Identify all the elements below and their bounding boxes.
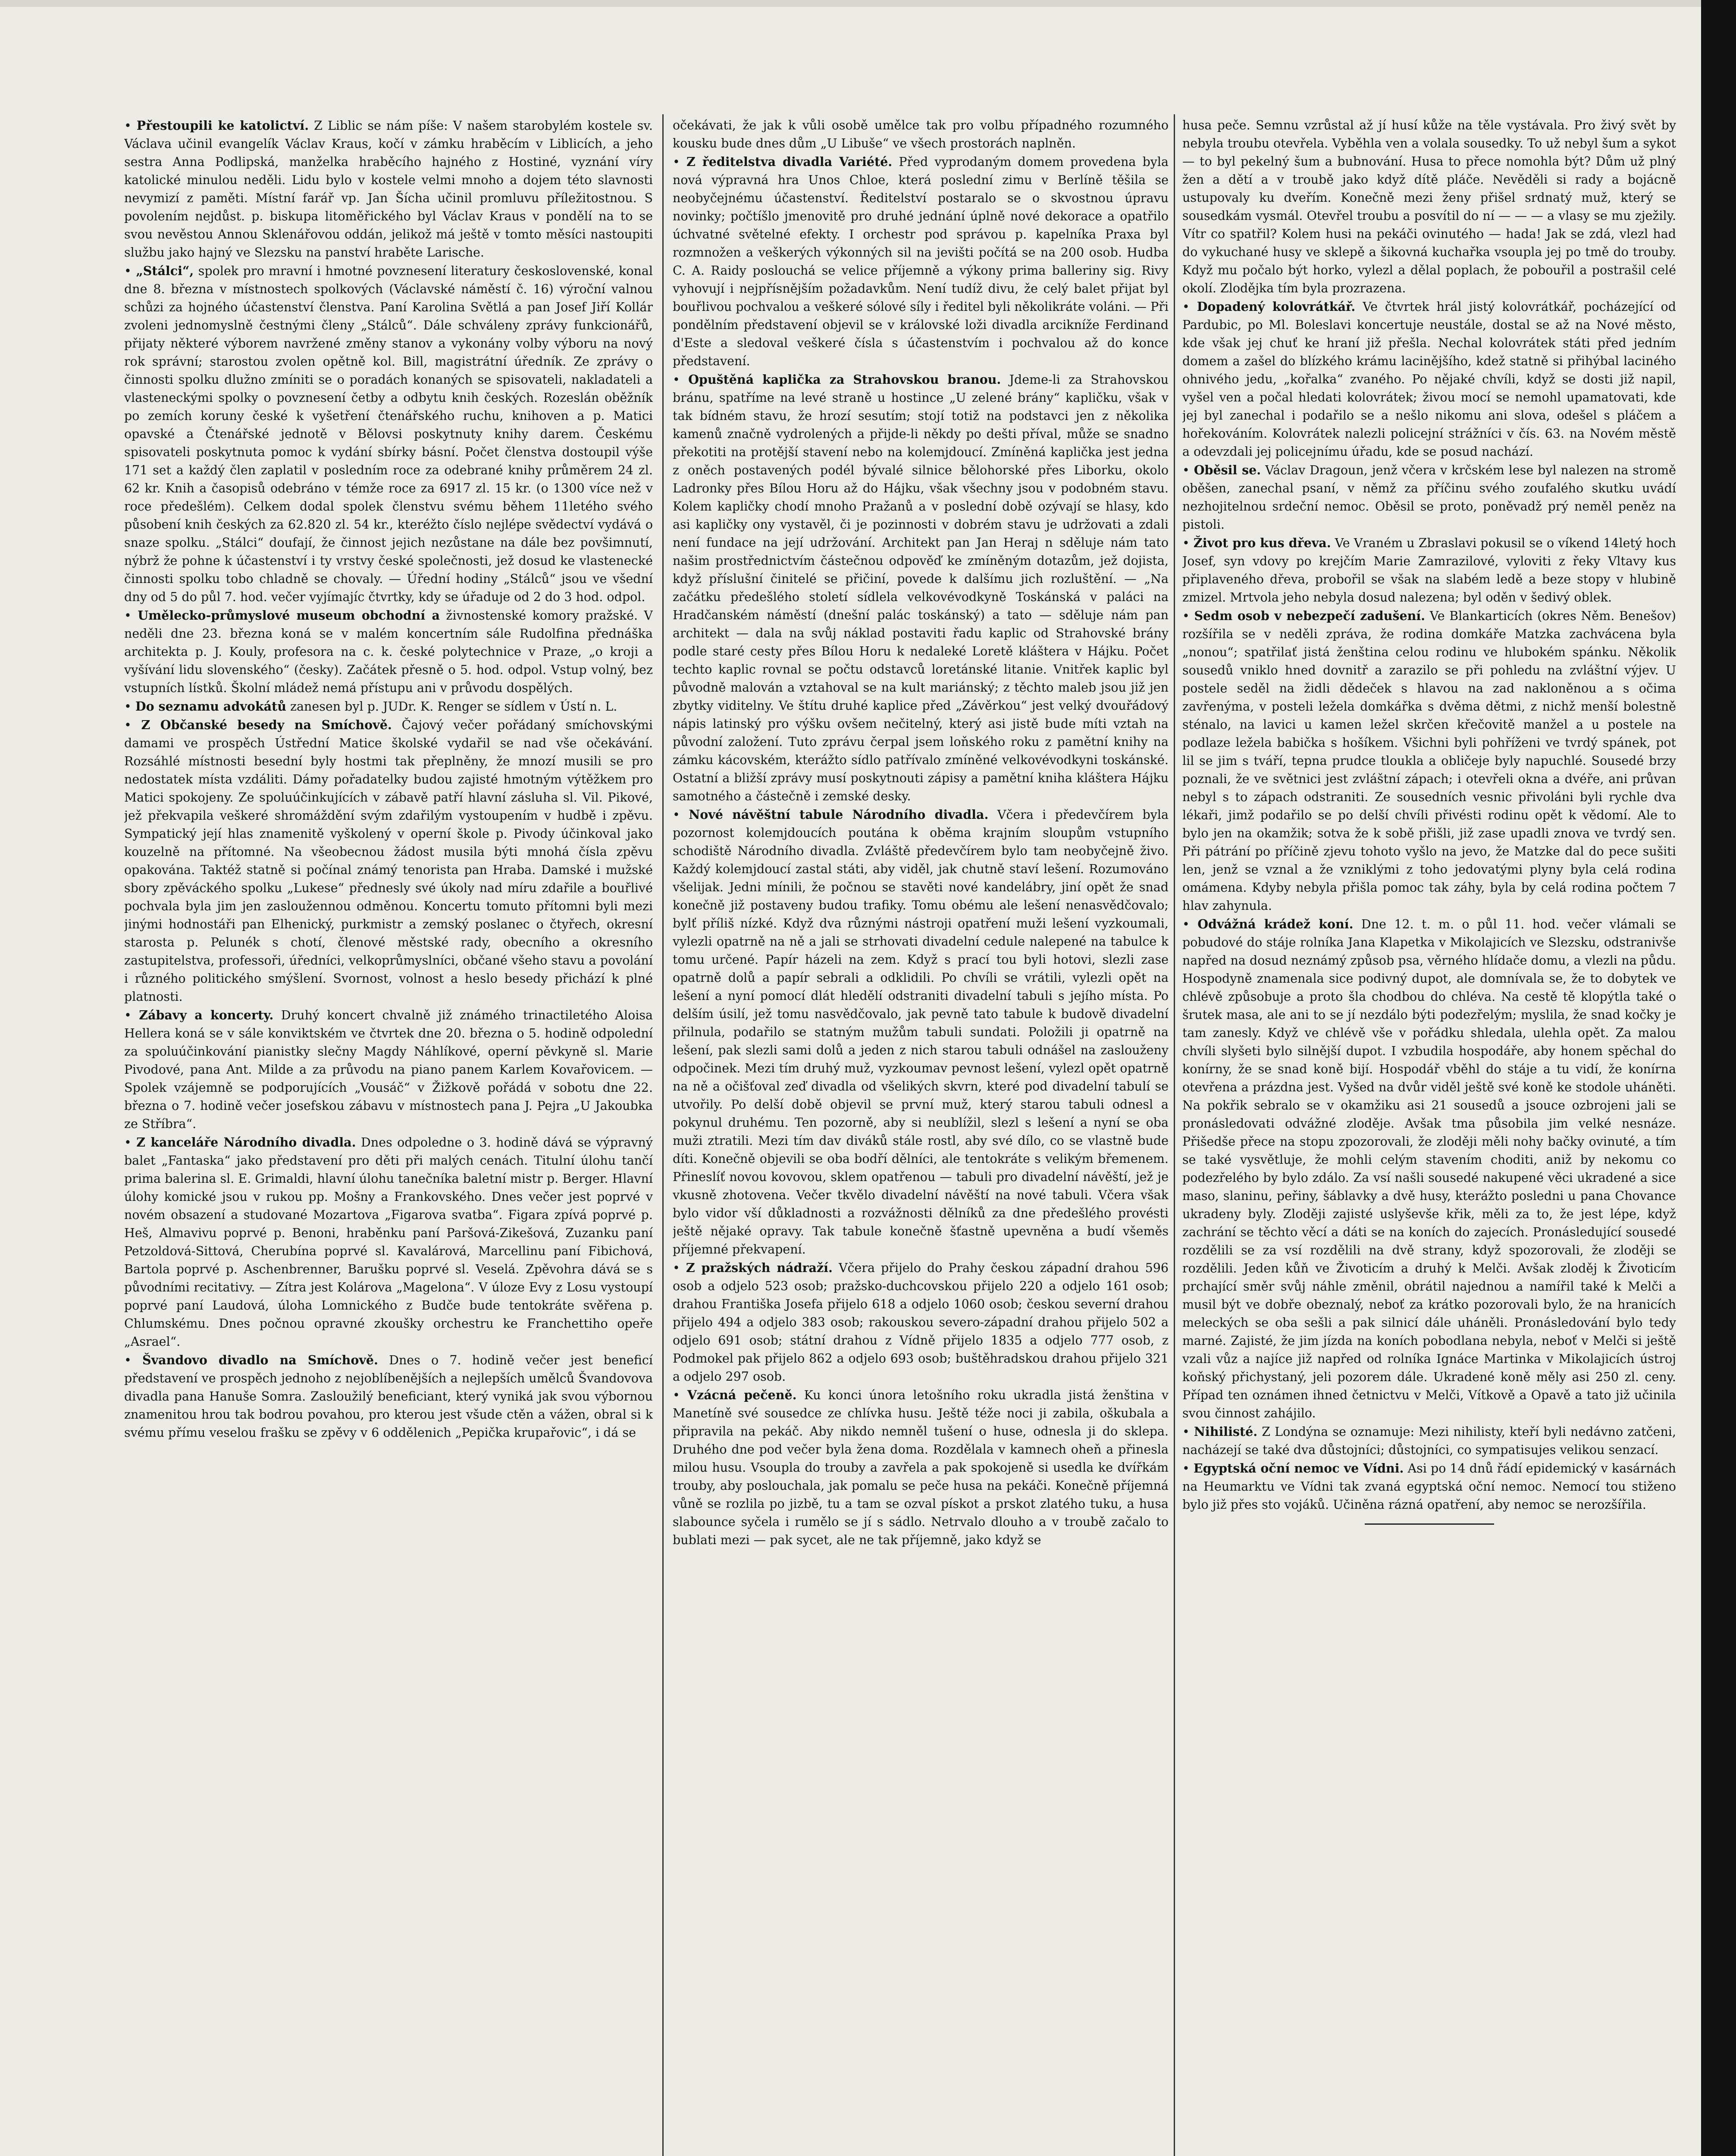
- article-body: spolek pro mravní i hmotné povznesení literatury československé, konal dne 8. března v místnostech spolkových (Václavské náměstí č. 16) výroční valnou schůzi za hojného účastenství členstva. Paní Karolina Světlá a pan Josef Jiří Kollár zvoleni jednomyslně čestnými členy „Stálců“. Dále schváleny zprávy funkcionářů, přijaty některé výborem navržené změny stanov a vykonány volby výboru na nový rok správní; starostou zvolen opětně kol. Bill, magistrátní úředník. Ze zprávy o činnosti spolku dlužno zmíniti se o poradách konaných se spisovateli, nakladateli a vlasteneckými spolky o povznesení četby a odbytu knih českých. Rozeslán oběžník po zemích koruny české k vyšetření čtenářského ruchu, knihoven a p. Matici opavské a Čtenářské jednotě v Bělovsi poskytnuty knihy darem. Českému spisovateli poskytnuta pomoc k vydání sbírky básní. Počet členstva dostoupil výše 171 set a každý člen zaplatil v posledním roce za odebrané knihy průměrem 24 zl. 62 kr. Knih a časopisů odebráno v témže roce za 6917 zl. 15 kr. (o 1300 více než v roce předešlém). Celkem dodal spolek členstvu svému během 11letého svého působení knih českých za 62.820 zl. 54 kr., kteréžto číslo nejlépe svědectví vydává o snaze spolku. „Stálci“ doufají, že činnost jejich nezůstane na dále bez povšimnutí, nýbrž že pohne k účastenství i ty vrstvy české společnosti, jež dosud ke vlastenecké činnosti spolku tobo chladně se chovaly. — Úřední hodiny „Stálců“ jsou ve všední dny od 5 do půl 7. hod. večer vyjímajíc čtvrtky, kdy se úřaduje od 2 do 3 hod. odpol.: [124, 264, 653, 604]
- article-paragraph: • Dopadený kolovrátkář. Ve čtvrtek hrál jistý kolovrátkář, pocházející od Pardubic, po Ml. Boleslavi koncertuje neustále, dostal se až na Nové město, kde však jej chuť ke hraní již přešla. Nechal kolovrátek státi před jedním domem a zašel do blízkého krámu lacinějšího, kdež statně si přihýbal laciného ohnivého jedu, „kořalka“ zvaného. Po nějaké chvíli, když se dosti již napil, vyšel ven a počal hledati kolovrátek; živou mocí se nemohl upamatovati, kde jej byl zanechal i podařilo se a nešlo nikomu ani slova, odešel s pláčem a hořekováním. Kolovrátek nalezli policejní strážníci v čís. 63. na Novém městě a odevzdali jej policejnímu úřadu, kde se posud nachází.: [1182, 299, 1676, 459]
- article-paragraph: • Z pražských nádraží. Včera přijelo do Prahy českou západní drahou 596 osob a odjelo 523 osob; pražsko-duchcovskou přijelo 220 a odjelo 161 osob; drahou Františka Josefa přijelo 618 a odjelo 1060 osob; českou severní drahou přijelo 494 a odjelo 383 osob; rakouskou severo-západní drahou přijelo 502 a odjelo 691 osob; státní drahou z Vídně přijelo 1835 a odjelo 777 osob, z Podmokel pak přijelo 862 a odjelo 693 osob; buštěhradskou drahou přijelo 321 a odjelo 297 osob.: [673, 1260, 1169, 1384]
- news-article: [1182, 461, 1676, 534]
- page-top-edge: [0, 0, 1736, 7]
- article-headline: Z kanceláře Národního divadla.: [136, 1135, 356, 1150]
- column-divider: [1174, 114, 1175, 2156]
- article-headline: Nihilisté.: [1194, 1424, 1258, 1439]
- article-paragraph: • Odvážná krádež koní. Dne 12. t. m. o půl 11. hod. večer vlámali se pobudové do stáje rolníka Jana Klapetka v Mikolajicích ve Slezsku, odstranivše napřed na dosud neznámý způsob psa, věrného hlídače domu, a vlezli na půdu. Hospodyně znamenala sice podivný dupot, ale domnívala se, že to dobytek ve chlévě způsobuje a proto šla chodbou do chléva. Na cestě tě klopýtla také o šrutek masa, ale ani to se jí nezdálo býti podezřelým; myslila, že snad kočky je tam zanesly. Když ve chlévě vše v pořádku shledala, ulehla opět. Za malou chvíli slyšeti bylo silnější dupot. I vzbudila hospodáře, aby honem spěchal do konírny, že se snad koně bijí. Hospodář vběhl do stáje a tu vidí, že konírna otevřena a prázdna jest. Vyšed na dvůr viděl ještě své koně ke stodole uháněti. Na pokřik sebralo se v okamžiku asi 21 sousedů a jsouce ozbrojeni jali se pronásledovati odvážné zloděje. Avšak tma působila jim velké nesnáze. Přišedše přece na stopu zpozorovali, že zloději měli nohy bačky ovinuté, a tím se také vysvětluje, že mohli celým stavením choditi, aniž by nekomu co podezřelého by bylo zdálo. Za vsí našli sousedé nakupené věci ukradené a sice maso, slaninu, peřiny, šáblavky a dvě husy, kterážto posledni u pana Chovance ukradeny byly. Zloději zajisté uslyševše křik, měli za to, že jest lépe, když zachrání se těchto věcí a dáti se na koních do zajecích. Pronásledující sousedé rozdělili se za vsí rozdělili na dvě strany, když spozorovali, že zloději se rozdělili. Jeden kůň ve Životicím a druhý k Melči. Avšak zloděj k Životicím prchající směr svůj náhle změnil, obrátil najednou a namířil také k Melči a musil být ve dobře obeznalý, neboť za krátko pozorovali bylo, že na hranicích meleckých se oba sešli a pak silnicí dále uháněli. Pronásledování bylo tedy marné. Zajisté, že jim jízda na koních pobodlana nebyla, neboť v Melči si ještě vzali vůz a najíce již napřed od rolníka Ignáce Martinka v Mikolajicích ústroj koňský přichystaný, jeli pozorem dále. Ukradené koně měly asi 250 zl. ceny. Případ ten oznámen ihned četnictvu v Melči, Vítkově a Opavě a tato již učinila svou činnost zahájilo.: [1182, 917, 1676, 1420]
- article-paragraph: • Z kanceláře Národního divadla. Dnes odpoledne o 3. hodině dává se výpravný balet „Fantaska“ jako představení pro děti při malých cenách. Titulní úlohu tančí prima balerina sl. E. Grimaldi, hlavní úlohu tanečníka baletní mistr p. Berger. Hlavní úlohy komické jsou v rukou pp. Mošny a Frankovského. Dnes večer jest poprvé v novém obsazení a studované Mozartova „Figarova svatba“. Figara zpívá poprvé p. Heš, Almavivu poprvé p. Benoni, hraběnku paní Paršová-Zikešová, Zuzanku paní Petzoldová-Sittová, Cherubína poprvé sl. Kavalárová, Marcellinu paní Fibichová, Bartola poprvé p. Aschenbrenner, Barušku poprvé sl. Veselá. Zpěvohra dává se s původními recitativy. — Zítra jest Kolárova „Magelona“. V úloze Evy z Losu vystoupí poprvé paní Laudová, úloha Lomnického z Budče bude tentokráte svěřena p. Chlumskému. Dnes počnou opravné zkoušky orchestru ke Franchettiho opeře „Asrael“.: [124, 1135, 653, 1349]
- article-body: Asi po 14 dnů řádí epidemický v kasárnách na Heumarktu ve Vídni tak zvaná egyptská oční nemoc. Nemocí tou stiženo bylo již přes sto vojáků. Učiněna rázná opatření, aby nemoc se nerozšířila.: [1182, 1461, 1676, 1512]
- article-body: Druhý koncert chvalně již známého trinactiletého Aloisa Hellera koná se v sále konviktském ve čtvrtek dne 20. března o 5. hodině odpolední za spoluúčinkování pianistky slečny Magdy Náhlíkové, operní pěvkyně sl. Marie Pivodové, pana Ant. Milde a za průvodu na piano panem Karlem Kovařovicem. — Spolek vzájemně se podporujících „Vousáč“ v Žižkově pořádá v sobotu dne 22. března o 7. hodině večer josefskou zábavu v místnostech pana J. Pejra „U Jakoubka ze Stříbra“.: [124, 1008, 653, 1131]
- text-column-3: [1182, 116, 1676, 2156]
- article-paragraph: • Do seznamu advokátů zanesen byl p. JUDr. K. Renger se sídlem v Ústí n. L.: [124, 699, 617, 714]
- article-body: husa peče. Semnu vzrůstal až jí husí kůže na těle vystávala. Pro živý svět by nebyla troubu otevřela. Vyběhla ven a volala sousedky. To už nebyl šum a sykot — to byl pekelný šum a bubnování. Husa to přece nomohla být? Dům už plný žen a dětí a v troubě jako když dítě pláče. Nevěděli si rady a bojácně ustupovaly ku dveřím. Konečně mezi ženy přišel srdnatý muž, který se sousedkám vysmál. Otevřel troubu a posvítil do ní — — — a vlasy se mu zježily. Vítr co spatřil? Kolem husi na pekáči ovinutého — hada! Jak se zdá, vlezl had do vykuchané husy ve sklepě a šikovná kuchařka vsoupla jej po tmě do trouby. Když mu počalo být horko, vylezl a dělal poplach, že pobouřil a postrašil celé okolí. Zlodějka tím byla prozrazena.: [1182, 118, 1676, 295]
- news-article: [124, 1351, 653, 1442]
- news-article: [1182, 1459, 1676, 1514]
- news-article: [673, 1259, 1169, 1386]
- article-headline: Egyptská oční nemoc ve Vídni.: [1193, 1461, 1404, 1476]
- news-article: [1182, 116, 1676, 298]
- article-headline: Z pražských nádraží.: [686, 1260, 833, 1275]
- article-paragraph: • Z Občanské besedy na Smíchově. Čajový večer pořádaný smíchovskými damami ve prospěch Ústřední Matice školské vydařil se nad vše očekávání. Rozsáhlé místnosti besední byly hostmi tak přeplněny, že mnozí musili se pro nedostatek místa vzdáliti. Dámy pořadatelky budou zajisté hmotným výtěžkem pro Matici spokojeny. Ze spoluúčinkujících v zábavě patří hlavní zásluha sl. Vil. Pikové, jež překvapila veškeré shromáždění svým zdařilým vystoupením v hudbě i zpěvu. Sympatický její hlas znamenitě vyškolený v operní škole p. Pivody účinkoval jako kouzelně na přítomné. Na všeobecnou žádost musila býti mnohá čísla zpěvu opakována. Taktéž statně si počínal známý tenorista pan Hraba. Damské i mužské sbory zpěváckého spolku „Lukese“ přednesly své úkoly nad míru zdařile a bouřlivé pochvala byla jim jen zasloužennou odměnou. Koncertu tomuto přítomni byli mezi jinými hodnostáři pan Elhenický, purkmistr a zemský poslanec o čtyřech, okresní starosta p. Pelunék s chotí, členové městské rady, obecního a okresního zastupitelstva, professoři, úředníci, velkoprůmyslníci, občané všeho stavu a povolání i různého politického smýšlení. Svornost, volnost a heslo besedy přichází k plné platnosti.: [124, 718, 653, 1004]
- article-headline: Odvážná krádež koní.: [1197, 917, 1354, 931]
- article-body: zanesen byl p. JUDr. K. Renger se sídlem v Ústí n. L.: [290, 699, 617, 714]
- article-paragraph: • „Stálci“, spolek pro mravní i hmotné povznesení literatury československé, konal dne 8. března v místnostech spolkových (Václavské náměstí č. 16) výroční valnou schůzi za hojného účastenství členstva. Paní Karolina Světlá a pan Josef Jiří Kollár zvoleni jednomyslně čestnými členy „Stálců“. Dále schváleny zprávy funkcionářů, přijaty některé výborem navržené změny stanov a vykonány volby výboru na nový rok správní; starostou zvolen opětně kol. Bill, magistrátní úředník. Ze zprávy o činnosti spolku dlužno zmíniti se o poradách konaných se spisovateli, nakladateli a vlasteneckými spolky o povznesení četby a odbytu knih českých. Rozeslán oběžník po zemích koruny české k vyšetření čtenářského ruchu, knihoven a p. Matici opavské a Čtenářské jednotě v Bělovsi poskytnuty knihy darem. Českému spisovateli poskytnuta pomoc k vydání sbírky básní. Počet členstva dostoupil výše 171 set a každý člen zaplatil v posledním roce za odebrané knihy průměrem 24 zl. 62 kr. Knih a časopisů odebráno v témže roce za 6917 zl. 15 kr. (o 1300 více než v roce předešlém). Celkem dodal spolek členstvu svému během 11letého svého působení knih českých za 62.820 zl. 54 kr., kteréžto číslo nejlépe svědectví vydává o snaze spolku. „Stálci“ doufají, že činnost jejich nezůstane na dále bez povšimnutí, nýbrž že pohne k účastenství i ty vrstvy české společnosti, jež dosud ke vlastenecké činnosti spolku tobo chladně se chovaly. — Úřední hodiny „Stálců“ jsou ve všední dny od 5 do půl 7. hod. večer vyjímajíc čtvrtky, kdy se úřaduje od 2 do 3 hod. odpol.: [124, 263, 653, 604]
- news-article: [673, 805, 1169, 1259]
- news-article: [124, 262, 653, 606]
- article-body: Ve Vraném u Zbraslavi pokusil se o víkend 14letý hoch Josef, syn vdovy po krejčím Marie Zamrazilové, vyloviti z řeky Vltavy kus připlaveného dřeva, probořil se však na slabém ledě a beze stopy v hlubině zmizel. Mrtvola jeho nebyla dosud nalezena; byl oděn v šedivý oblek.: [1182, 536, 1676, 605]
- article-paragraph: • Nové návěštní tabule Národního divadla. Včera i předevčírem byla pozornost kolemjdoucích poutána k oběma krajním sloupům vstupního schodiště Národního divadla. Zvláště předevčírem bylo tam neobyčejně živo. Každý kolemjdoucí zastal státi, aby viděl, jak chutně staví lešení. Rozumováno všelijak. Jedni mínili, že počnou se stavěti nové kandelábry, jiní opět že snad konečně již postaveny budou trafiky. Tomu obému ale lešení nenasvědčovalo; bylť příliš nízké. Když dva různými nástroji opatření muži lešení vyzkoumali, vylezli opatrně na ně a jali se strhovati divadelní cedule nalepené na tabulce k tomu určené. Papír házeli na zem. Když s prací tou byli hotovi, slezli zase opatrně dolů a papír sebrali a odklidili. Po chvíli se vrátili, vylezli opět na lešení a nyní pomocí dlát hledělí odstraniti divadelní tabuli s jejího místa. Po delším úsilí, jež tomu nasvědčovalo, jak pevně tato tabule k budově divadelní přilnula, podařilo se statným mužům tabuli sundati. Položili ji opatrně na lešení, pak slezli sami dolů a jeden z nich starou tabuli odnášel na zaslouženy odpočinek. Mezi tím druhý muž, vyzkoumav pevnost lešení, vylezl opět opatrně na ně a očišťoval zeď divadla od všelikých skvrn, které pod divadelní tabulí se utvořily. Po delší době objevil se první muž, který starou tabuli odnesl a pokynul druhému. Ten pozorně, aby si neublížil, slezl s lešení a nyní se oba muži ztratili. Mezi tím dav diváků stále rostl, aby své dílo, co se vlastně bude díti. Konečně objevili se oba bodří dělníci, ale tentokráte s velikým břemenem. Přineslíť novou kovovou, sklem opatřenou — tabuli pro divadelní návěští, jež je vkusně zhotovena. Večer tkvělo divadelní návěští na nové tabuli. Včera však bylo vidor vší důkladnosti a rozvážnosti dělníků za dne předešlého provésti ještě nějaké opravy. Tak tabule konečně šťastně upevněna a budí všeměs příjemné překvapení.: [673, 807, 1169, 1257]
- article-paragraph: • Sedm osob v nebezpečí zadušení. Ve Blankarticích (okres Něm. Benešov) rozšířila se v neděli zpráva, že rodina domkáře Matzka zachvácena byla „nonou“; spatřilať jistá ženština celou rodinu ve hlubokém spánku. Několik sousedů vniklo hned dovnitř a zarazilo se při pohledu na zvláštní výjev. U postele seděl na židli dědeček s hlavou na zad nakloněnou a s očima zavřenýma, v posteli ležela domkářka s dvěma dětmi, z nichž menší bolestně sténalo, na lavici u kamen ležel skrčen křečovitě manžel a u postele na podlaze ležela babička s hošíkem. Všichni byli pohříženi ve tvrdý spánek, pot lil se jim s tváří, tepna prudce tloukla a obličeje byly napuchlé. Sousedé brzy poznali, že ve světnici jest zvláštní zápach; i otevřeli okna a dvéře, ani průvan nebyl s to zápach odstraniti. Ze sousedních vesnic přivoláni byli rychle dva lékaři, jimž podařilo se po delší chvíli přivésti rodinu opět k vědomí. Ale to bylo jen na okamžik; sotva že k sobě přišli, již zase upadli znova ve tvrdý sen. Při pátrání po příčině zjevu tohoto vyšlo na jevo, že Matzke dal do pece sušiti len, jenž se vznal a že vzniklými z toho jedovatými plyny byla celá rodina omámena. Kdyby nebyla přišla pomoc tak záhy, byla by celá rodina počtem 7 hlav zahynula.: [1182, 608, 1676, 913]
- news-article: [124, 1133, 653, 1351]
- article-headline: Do seznamu advokátů: [135, 699, 286, 714]
- scan-dark-margin: [1701, 0, 1736, 2156]
- article-headline: Umělecko-průmyslové museum obchodní a: [138, 608, 440, 623]
- article-body: Dne 12. t. m. o půl 11. hod. večer vlámali se pobudové do stáje rolníka Jana Klapetka v Mikolajicích ve Slezsku, odstranivše napřed na dosud neznámý způsob psa, věrného hlídače domu, a vlezli na půdu. Hospodyně znamenala sice podivný dupot, ale domnívala se, že to dobytek ve chlévě způsobuje a proto šla chodbou do chléva. Na cestě tě klopýtla také o šrutek masa, ale ani to se jí nezdálo býti podezřelým; myslila, že snad kočky je tam zanesly. Když ve chlévě vše v pořádku shledala, ulehla opět. Za malou chvíli slyšeti bylo silnější dupot. I vzbudila hospodáře, aby honem spěchal do konírny, že se snad koně bijí. Hospodář vběhl do stáje a tu vidí, že konírna otevřena a prázdna jest. Vyšed na dvůr viděl ještě své koně ke stodole uháněti. Na pokřik sebralo se v okamžiku asi 21 sousedů a jsouce ozbrojeni jali se pronásledovati odvážné zloděje. Avšak tma působila jim velké nesnáze. Přišedše přece na stopu zpozorovali, že zloději měli nohy bačky ovinuté, a tím se také vysvětluje, že mohli celým stavením choditi, aniž by nekomu co podezřelého by bylo zdálo. Za vsí našli sousedé nakupené věci ukradené a sice maso, slaninu, peřiny, šáblavky a dvě husy, kterážto posledni u pana Chovance ukradeny byly. Zloději zajisté uslyševše křik, měli za to, že jest lépe, když zachrání se těchto věcí a dáti se na koních do zajecích. Pronásledující sousedé rozdělili se za vsí rozdělili na dvě strany, když spozorovali, že zloději se rozdělili. Jeden kůň ve Životicím a druhý k Melči. Avšak zloděj k Životicím prchající směr svůj náhle změnil, obrátil najednou a namířil také k Melči a musil být ve dobře obeznalý, neboť za krátko pozorovali bylo, že na hranicích meleckých se oba sešli a pak silnicí dále uháněli. Pronásledování bylo tedy marné. Zajisté, že jim jízda na koních pobodlana nebyla, neboť v Melči si ještě vzali vůz a najíce již napřed od rolníka Ignáce Martinka v Mikolajicích ústroj koňský přichystaný, jeli pozorem dále. Ukradené koně měly asi 250 zl. ceny. Případ ten oznámen ihned četnictvu v Melči, Vítkově a Opavě a tato již učinila svou činnost zahájilo.: [1182, 917, 1676, 1420]
- article-headline: „Stálci“,: [136, 263, 194, 278]
- article-body: Ve čtvrtek hrál jistý kolovrátkář, pocházející od Pardubic, po Ml. Boleslavi koncertuje neustále, dostal se až na Nové město, kde však jej chuť ke hraní již přešla. Nechal kolovrátek státi před jedním domem a zašel do blízkého krámu lacinějšího, kdež statně si přihýbal laciného ohnivého jedu, „kořalka“ zvaného. Po nějaké chvíli, když se dosti již napil, vyšel ven a počal hledati kolovrátek; živou mocí se nemohl upamatovati, kde jej byl zanechal i podařilo se a nešlo nikomu ani slova, odešel s pláčem a hořekováním. Kolovrátek nalezli policejní strážníci v čís. 63. na Novém městě a odevzdali jej policejnímu úřadu, kde se posud nachází.: [1182, 300, 1676, 459]
- article-paragraph: • Vzácná pečeně. Ku konci února letošního roku ukradla jistá ženština v Manetíně své sousedce ze chlívka husu. Ještě téže noci ji zabila, oškubala a připravila na pekáč. Aby nikdo nemněl tušení o huse, odnesla ji do sklepa. Druhého dne pod večer byla žena doma. Rozdělala v kamnech oheň a přinesla milou husu. Vsoupla do trouby a zavřela a pak spokojeně si usedla ke dvířkám trouby, aby poslouchala, jak pomalu se peče husa na pekáči. Konečně příjemná vůně se rozlila po jizbě, tu a tam se ozval pískot a prskot zlatého tuku, a husa slabounce syčela i rumělo se jí s sádlo. Netrvalo dlouho a v troubě začalo to bublati mezi — pak sycet, ale ne tak příjemně, jako když se: [673, 1388, 1169, 1547]
- article-body: Z Londýna se oznamuje: Mezi nihilisty, kteří byli nedávno zatčeni, nacházejí se také dva důstojníci; důstojníci, co sympatisujes velikou senzací.: [1182, 1425, 1676, 1457]
- article-body: Čajový večer pořádaný smíchovskými damami ve prospěch Ústřední Matice školské vydařil se nad vše očekávání. Rozsáhlé místnosti besední byly hostmi tak přeplněny, že mnozí musili se pro nedostatek místa vzdáliti. Dámy pořadatelky budou zajisté hmotným výtěžkem pro Matici spokojeny. Ze spoluúčinkujících v zábavě patří hlavní zásluha sl. Vil. Pikové, jež překvapila veškeré shromáždění svým zdařilým vystoupením v hudbě i zpěvu. Sympatický její hlas znamenitě vyškolený v operní škole p. Pivody účinkoval jako kouzelně na přítomné. Na všeobecnou žádost musila býti mnohá čísla zpěvu opakována. Taktéž statně si počínal známý tenorista pan Hraba. Damské i mužské sbory zpěváckého spolku „Lukese“ přednesly své úkoly nad míru zdařile a bouřlivé pochvala byla jim jen zasloužennou odměnou. Koncertu tomuto přítomni byli mezi jinými hodnostáři pan Elhenický, purkmistr a zemský poslanec o čtyřech, okresní starosta p. Pelunék s chotí, členové městské rady, obecního a okresního zastupitelstva, professoři, úředníci, velkoprůmyslníci, občané všeho stavu a povolání i různého politického smýšlení. Svornost, volnost a heslo besedy přichází k plné platnosti.: [124, 718, 653, 1004]
- article-body: Jdeme-li za Strahovskou bránu, spatříme na levé straně u hostince „U zelené brány“ kapličku, však v tak bídném stavu, že hrozí sesutím; stojí totiž na podstavci jen z několika kamenů značně vydrolených a přijde-li někdy po dešti příval, může se snadno překotiti na protější stavení nebo na kolemjdoucí. Zmíněná kaplička jest jedna z oněch postavených podél bývalé silnice bělohorské přes Liborku, okolo Ladronky přes Bílou Horu až do Hájku, však všechny jsou v podobném stavu. Kolem kapličky chodí mnoho Pražanů a v poslední době ozývají se hlasy, kdo asi kapličky ony vystavěl, či je pozinnosti v dobrém stavu je udržovati a zdali není fundace na její udržování. Architekt pan Jan Heraj n sděluje nám tato našim prostřednictvím částečnou odpověď ke zmíněným dotazům, jež dojista, když příslušní činitelé se přičiní, povede k dalšímu jich rozluštění. — „Na začátku předešlého století sídlela velkovévodkyně Toskánská v paláci na Hradčanském náměstí (dnešní palác toskánský) a tato — sděluje nám pan architekt — dala na svůj náklad postaviti řadu kaplic od Strahovské brány podle staré cesty přes Bílou Horu k nedaleké Loretě kláštera v Hájku. Počet techto kaplic rovnal se počtu odstavců loretánské litanie. Vnitřek kaplic byl původně malován a vztahoval se na kult mariánský; z těchto maleb jsou již jen zbytky viditelny. Ve štítu druhé kaplice před „Závěrkou“ jest velký dvouřádový nápis latinský pro výšku ovšem nečitelný, který asi jistě bude míti vztah na původní založení. Tuto zprávu čerpal jsem loňského roku z pamětní knihy na zámku kácovském, kterážto sídlo patřívalo zmíněné velkovévodkyni toskánské. Ostatní a bližší zprávy musí poskytnouti zápisy a pamětní kniha kláštera Hájku samotného a částečně i zemské desky.: [673, 373, 1169, 803]
- article-paragraph: • Zábavy a koncerty. Druhý koncert chvalně již známého trinactiletého Aloisa Hellera koná se v sále konviktském ve čtvrtek dne 20. března o 5. hodině odpolední za spoluúčinkování pianistky slečny Magdy Náhlíkové, operní pěvkyně sl. Marie Pivodové, pana Ant. Milde a za průvodu na piano panem Karlem Kovařovicem. — Spolek vzájemně se podporujících „Vousáč“ v Žižkově pořádá v sobotu dne 22. března o 7. hodině večer josefskou zábavu v místnostech pana J. Pejra „U Jakoubka ze Stříbra“.: [124, 1008, 653, 1131]
- article-paragraph: • Umělecko-průmyslové museum obchodní a živnostenské komory pražské. V neděli dne 23. března koná se v malém koncertním sále Rudolfina přednáška architekta p. J. Kouly, profesora na c. k. české polytechnice v Praze, „o kroji a vyšívání lidu slovenského“ (česky). Začátek přesně o 5. hod. odpol. Vstup volný, bez vstupních lístků. Školní mládež nemá přístupu ani v průvodu dospělých.: [124, 608, 653, 695]
- article-headline: Vzácná pečeně.: [687, 1388, 797, 1402]
- article-paragraph: • Nihilisté. Z Londýna se oznamuje: Mezi nihilisty, kteří byli nedávno zatčeni, nacházejí se také dva důstojníci; důstojníci, co sympatisujes velikou senzací.: [1182, 1424, 1676, 1457]
- article-body: Dnes odpoledne o 3. hodině dává se výpravný balet „Fantaska“ jako představení pro děti při malých cenách. Titulní úlohu tančí prima balerina sl. E. Grimaldi, hlavní úlohu tanečníka baletní mistr p. Berger. Hlavní úlohy komické jsou v rukou pp. Mošny a Frankovského. Dnes večer jest poprvé v novém obsazení a studované Mozartova „Figarova svatba“. Figara zpívá poprvé p. Heš, Almavivu poprvé p. Benoni, hraběnku paní Paršová-Zikešová, Zuzanku paní Petzoldová-Sittová, Cherubína poprvé sl. Kavalárová, Marcellinu paní Fibichová, Bartola poprvé p. Aschenbrenner, Barušku poprvé sl. Veselá. Zpěvohra dává se s původními recitativy. — Zítra jest Kolárova „Magelona“. V úloze Evy z Losu vystoupí poprvé paní Laudová, úloha Lomnického z Budče bude tentokráte svěřena p. Chlumskému. Dnes počnou opravné zkoušky orchestru ke Franchettiho opeře „Asrael“.: [124, 1135, 653, 1349]
- news-article: [673, 370, 1169, 805]
- article-paragraph: • Život pro kus dřeva. Ve Vraném u Zbraslavi pokusil se o víkend 14letý hoch Josef, syn vdovy po krejčím Marie Zamrazilové, vyloviti z řeky Vltavy kus připlaveného dřeva, probořil se však na slabém ledě a beze stopy v hlubině zmizel. Mrtvola jeho nebyla dosud nalezena; byl oděn v šedivý oblek.: [1182, 536, 1676, 605]
- article-headline: Oběsil se.: [1194, 463, 1261, 477]
- news-article: [124, 606, 653, 697]
- article-body: Z Liblic se nám píše: V našem starobylém kostele sv. Václava učinil evangelík Václav Kraus, kočí v zámku hraběcím v Liblicích, a jeho sestra Anna Podlipská, manželka hraběcího hajného z Hostiné, vyznání víry katolické minulou neděli. Lidu bylo v kostele velmi mnoho a dojem této slavnosti nevymizí z paměti. Místní farář vp. Jan Šícha učinil promluvu příležitostnou. S povolením nejdůst. p. biskupa litoměřického byl Václav Kraus v pondělí na to se svou nevěstou Annou Sklenářovou oddán, jelikož má ještě v tomto měsíci nastoupiti službu jako hajný ve Slezsku na panství hraběte Larische.: [124, 119, 653, 260]
- article-headline: Nové návěštní tabule Národního divadla.: [689, 807, 989, 822]
- news-article: [1182, 915, 1676, 1423]
- column-divider: [662, 114, 664, 2156]
- article-body: Dnes o 7. hodině večer jest beneficí představení ve prospěch jednoho z nejoblíbenějších a nejlepších umělců Švandovova divadla pana Hanuše Somra. Zasloužilý beneficiant, který vyniká jak svou výbornou znamenitou hrou tak bodrou povahou, pro kterou jest všude ctěn a vážen, obral si k svému přímu veselou frašku se zpěvy v 6 oddělenich „Pepička krupařovic“, i dá se: [124, 1353, 653, 1440]
- article-paragraph: • Egyptská oční nemoc ve Vídni. Asi po 14 dnů řádí epidemický v kasárnách na Heumarktu ve Vídni tak zvaná egyptská oční nemoc. Nemocí tou stiženo bylo již přes sto vojáků. Učiněna rázná opatření, aby nemoc se nerozšířila.: [1182, 1461, 1676, 1512]
- article-body: Před vyprodaným domem provedena byla nová výpravná hra Unos Chloe, která poslední zimu v Berlíně těšila se neobyčejnému účastenství. Ředitelství postaralo se o skvostnou úpravu novinky; počtíšlo jmenovitě pro druhé jednání úplně nové dekorace a opatřilo úchvatné světelné efekty. I orchestr pod správou p. kapelníka Praxa byl rozmnožen a veškerých výkonných sil na jevišti počítá se na 200 osob. Hudba C. A. Raidy poslouchá se velice příjemně a výkony prima balleriny sig. Rivy vyhovují i nejpřísnějším požadavkům. Není tudíž divu, že celý balet přijat byl bouřlivou pochvalou a veškeré sólové síly i ředitel byli několikráte voláni. — Při pondělním představení objevil se v královské loži divadla arcikníže Ferdinand d'Este a sledoval veškeré čísla s účastenstvím i pochvalou až do konce představení.: [673, 155, 1169, 368]
- news-article: [1182, 1423, 1676, 1459]
- news-article: [124, 1006, 653, 1133]
- news-article: [1182, 607, 1676, 915]
- news-article: [1182, 298, 1676, 461]
- text-column-1: [124, 116, 653, 2156]
- article-body: Včera přijelo do Prahy českou západní drahou 596 osob a odjelo 523 osob; pražsko-duchcovskou přijelo 220 a odjelo 161 osob; drahou Františka Josefa přijelo 618 a odjelo 1060 osob; českou severní drahou přijelo 494 a odjelo 383 osob; rakouskou severo-západní drahou přijelo 502 a odjelo 691 osob; státní drahou z Vídně přijelo 1835 a odjelo 777 osob, z Podmokel pak přijelo 862 a odjelo 693 osob; buštěhradskou drahou přijelo 321 a odjelo 297 osob.: [673, 1261, 1169, 1384]
- news-article: [124, 116, 653, 262]
- news-article: [124, 716, 653, 1006]
- news-article: [124, 697, 653, 716]
- article-body: Včera i předevčírem byla pozornost kolemjdoucích poutána k oběma krajním sloupům vstupního schodiště Národního divadla. Zvláště předevčírem bylo tam neobyčejně živo. Každý kolemjdoucí zastal státi, aby viděl, jak chutně staví lešení. Rozumováno všelijak. Jedni mínili, že počnou se stavěti nové kandelábry, jiní opět že snad konečně již postaveny budou trafiky. Tomu obému ale lešení nenasvědčovalo; bylť příliš nízké. Když dva různými nástroji opatření muži lešení vyzkoumali, vylezli opatrně na ně a jali se strhovati divadelní cedule nalepené na tabulce k tomu určené. Papír házeli na zem. Když s prací tou byli hotovi, slezli zase opatrně dolů a papír sebrali a odklidili. Po chvíli se vrátili, vylezli opět na lešení a nyní pomocí dlát hledělí odstraniti divadelní tabuli s jejího místa. Po delším úsilí, jež tomu nasvědčovalo, jak pevně tato tabule k budově divadelní přilnula, podařilo se statným mužům tabuli sundati. Položili ji opatrně na lešení, pak slezli sami dolů a jeden z nich starou tabuli odnášel na zaslouženy odpočinek. Mezi tím druhý muž, vyzkoumav pevnost lešení, vylezl opět opatrně na ně a očišťoval zeď divadla od všelikých skvrn, které pod divadelní tabulí se utvořily. Po delší době objevil se první muž, který starou tabuli odnesl a pokynul druhému. Ten pozorně, aby si neublížil, slezl s lešení a nyní se oba muži ztratili. Mezi tím dav diváků stále rostl, aby své dílo, co se vlastně bude díti. Konečně objevili se oba bodří dělníci, ale tentokráte s velikým břemenem. Přineslíť novou kovovou, sklem opatřenou — tabuli pro divadelní návěští, jež je vkusně zhotovena. Večer tkvělo divadelní návěští na nové tabuli. Včera však bylo vidor vší důkladnosti a rozvážnosti dělníků za dne předešlého provésti ještě nějaké opravy. Tak tabule konečně šťastně upevněna a budí všeměs příjemné překvapení.: [673, 808, 1169, 1257]
- article-headline: Z Občanské besedy na Smíchově.: [141, 718, 392, 732]
- article-paragraph: • Opuštěná kaplička za Strahovskou branou. Jdeme-li za Strahovskou bránu, spatříme na levé straně u hostince „U zelené brány“ kapličku, však v tak bídném stavu, že hrozí sesutím; stojí totiž na podstavci jen z několika kamenů značně vydrolených a přijde-li někdy po dešti příval, může se snadno překotiti na protější stavení nebo na kolemjdoucí. Zmíněná kaplička jest jedna z oněch postavených podél bývalé silnice bělohorské přes Liborku, okolo Ladronky přes Bílou Horu až do Hájku, však všechny jsou v podobném stavu. Kolem kapličky chodí mnoho Pražanů a v poslední době ozývají se hlasy, kdo asi kapličky ony vystavěl, či je pozinnosti v dobrém stavu je udržovati a zdali není fundace na její udržování. Architekt pan Jan Heraj n sděluje nám tato našim prostřednictvím částečnou odpověď ke zmíněným dotazům, jež dojista, když příslušní činitelé se přičiní, povede k dalšímu jich rozluštění. — „Na začátku předešlého století sídlela velkovévodkyně Toskánská v paláci na Hradčanském náměstí (dnešní palác toskánský) a tato — sděluje nám pan architekt — dala na svůj náklad postaviti řadu kaplic od Strahovské brány podle staré cesty přes Bílou Horu k nedaleké Loretě kláštera v Hájku. Počet techto kaplic rovnal se počtu odstavců loretánské litanie. Vnitřek kaplic byl původně malován a vztahoval se na kult mariánský; z těchto maleb jsou již jen zbytky viditelny. Ve štítu druhé kaplice před „Závěrkou“ jest velký dvouřádový nápis latinský pro výšku ovšem nečitelný, který asi jistě bude míti vztah na původní založení. Tuto zprávu čerpal jsem loňského roku z pamětní knihy na zámku kácovském, kterážto sídlo patřívalo zmíněné velkovévodkyni toskánské. Ostatní a bližší zprávy musí poskytnouti zápisy a pamětní kniha kláštera Hájku samotného a částečně i zemské desky.: [673, 372, 1169, 803]
- article-paragraph: • Z ředitelstva divadla Variété. Před vyprodaným domem provedena byla nová výpravná hra Unos Chloe, která poslední zimu v Berlíně těšila se neobyčejnému účastenství. Ředitelství postaralo se o skvostnou úpravu novinky; počtíšlo jmenovitě pro druhé jednání úplně nové dekorace a opatřilo úchvatné světelné efekty. I orchestr pod správou p. kapelníka Praxa byl rozmnožen a veškerých výkonných sil na jevišti počítá se na 200 osob. Hudba C. A. Raidy poslouchá se velice příjemně a výkony prima balleriny sig. Rivy vyhovují i nejpřísnějším požadavkům. Není tudíž divu, že celý balet přijat byl bouřlivou pochvalou a veškeré sólové síly i ředitel byli několikráte voláni. — Při pondělním představení objevil se v královské loži divadla arcikníže Ferdinand d'Este a sledoval veškeré čísla s účastenstvím i pochvalou až do konce představení.: [673, 154, 1169, 368]
- article-headline: Zábavy a koncerty.: [139, 1008, 274, 1022]
- article-headline: Dopadený kolovrátkář.: [1197, 299, 1356, 314]
- news-article: [673, 116, 1169, 153]
- article-body: živnostenské komory pražské. V neděli dne 23. března koná se v malém koncertním sále Rudolfina přednáška architekta p. J. Kouly, profesora na c. k. české polytechnice v Praze, „o kroji a vyšívání lidu slovenského“ (česky). Začátek přesně o 5. hod. odpol. Vstup volný, bez vstupních lístků. Školní mládež nemá přístupu ani v průvodu dospělých.: [124, 608, 653, 695]
- article-headline: Sedm osob v nebezpečí zadušení.: [1194, 608, 1426, 623]
- news-article: [1182, 534, 1676, 607]
- article-paragraph: • Přestoupili ke katolictví. Z Liblic se nám píše: V našem starobylém kostele sv. Václava učinil evangelík Václav Kraus, kočí v zámku hraběcím v Liblicích, a jeho sestra Anna Podlipská, manželka hraběcího hajného z Hostiné, vyznání víry katolické minulou neděli. Lidu bylo v kostele velmi mnoho a dojem této slavnosti nevymizí z paměti. Místní farář vp. Jan Šícha učinil promluvu příležitostnou. S povolením nejdůst. p. biskupa litoměřického byl Václav Kraus v pondělí na to se svou nevěstou Annou Sklenářovou oddán, jelikož má ještě v tomto měsíci nastoupiti službu jako hajný ve Slezsku na panství hraběte Larische.: [124, 118, 653, 260]
- article-body: Václav Dragoun, jenž včera v krčském lese byl nalezen na stromě oběšen, zanechal psaní, v němž za příčinu svého zoufalého skutku uvádí nezhojitelnou srdeční nemoc. Oběsil se proto, poněvadž prý neměl peněz na pistoli.: [1182, 463, 1676, 532]
- article-headline: Švandovo divadlo na Smíchově.: [142, 1353, 378, 1367]
- text-column-2: [673, 116, 1169, 2156]
- article-headline: Opuštěná kaplička za Strahovskou branou.: [688, 372, 1001, 387]
- article-body: Ve Blankarticích (okres Něm. Benešov) rozšířila se v neděli zpráva, že rodina domkáře Matzka zachvácena byla „nonou“; spatřilať jistá ženština celou rodinu ve hlubokém spánku. Několik sousedů vniklo hned dovnitř a zarazilo se při pohledu na zvláštní výjev. U postele seděl na židli dědeček s hlavou na zad nakloněnou a s očima zavřenýma, v posteli ležela domkářka s dvěma dětmi, z nichž menší bolestně sténalo, na lavici u kamen ležel skrčen křečovitě manžel a u postele na podlaze ležela babička s hošíkem. Všichni byli pohříženi ve tvrdý spánek, pot lil se jim s tváří, tepna prudce tloukla a obličeje byly napuchlé. Sousedé brzy poznali, že ve světnici jest zvláštní zápach; i otevřeli okna a dvéře, ani průvan nebyl s to zápach odstraniti. Ze sousedních vesnic přivoláni byli rychle dva lékaři, jimž podařilo se po delší chvíli přivésti rodinu opět k vědomí. Ale to bylo jen na okamžik; sotva že k sobě přišli, již zase upadli znova ve tvrdý sen. Při pátrání po příčině zjevu tohoto vyšlo na jevo, že Matzke dal do pece sušiti len, jenž se vznal a že vzniklými z toho jedovatými plyny byla celá rodina omámena. Kdyby nebyla přišla pomoc tak záhy, byla by celá rodina počtem 7 hlav zahynula.: [1182, 609, 1676, 913]
- news-article: [673, 153, 1169, 370]
- article-body: očekávati, že jak k vůli osobě umělce tak pro volbu případného rozumného kousku bude dnes dům „U Libuše“ ve všech prostorách naplněn.: [673, 118, 1169, 150]
- article-paragraph: [673, 116, 1169, 153]
- end-of-section-rule: [1365, 1523, 1494, 1525]
- article-paragraph: • Švandovo divadlo na Smíchově. Dnes o 7. hodině večer jest beneficí představení ve prospěch jednoho z nejoblíbenějších a nejlepších umělců Švandovova divadla pana Hanuše Somra. Zasloužilý beneficiant, který vyniká jak svou výbornou znamenitou hrou tak bodrou povahou, pro kterou jest všude ctěn a vážen, obral si k svému přímu veselou frašku se zpěvy v 6 oddělenich „Pepička krupařovic“, i dá se: [124, 1353, 653, 1440]
- article-headline: Život pro kus dřeva.: [1193, 536, 1331, 550]
- article-paragraph: • Oběsil se. Václav Dragoun, jenž včera v krčském lese byl nalezen na stromě oběšen, zanechal psaní, v němž za příčinu svého zoufalého skutku uvádí nezhojitelnou srdeční nemoc. Oběsil se proto, poněvadž prý neměl peněz na pistoli.: [1182, 463, 1676, 532]
- article-body: Ku konci února letošního roku ukradla jistá ženština v Manetíně své sousedce ze chlívka husu. Ještě téže noci ji zabila, oškubala a připravila na pekáč. Aby nikdo nemněl tušení o huse, odnesla ji do sklepa. Druhého dne pod večer byla žena doma. Rozdělala v kamnech oheň a přinesla milou husu. Vsoupla do trouby a zavřela a pak spokojeně si usedla ke dvířkám trouby, aby poslouchala, jak pomalu se peče husa na pekáči. Konečně příjemná vůně se rozlila po jizbě, tu a tam se ozval pískot a prskot zlatého tuku, a husa slabounce syčela i rumělo se jí s sádlo. Netrvalo dlouho a v troubě začalo to bublati mezi — pak sycet, ale ne tak příjemně, jako když se: [673, 1388, 1169, 1547]
- news-article: [673, 1386, 1169, 1549]
- article-headline: Z ředitelstva divadla Variété.: [686, 154, 893, 169]
- article-headline: Přestoupili ke katolictví.: [136, 118, 309, 133]
- article-paragraph: [1182, 116, 1676, 298]
